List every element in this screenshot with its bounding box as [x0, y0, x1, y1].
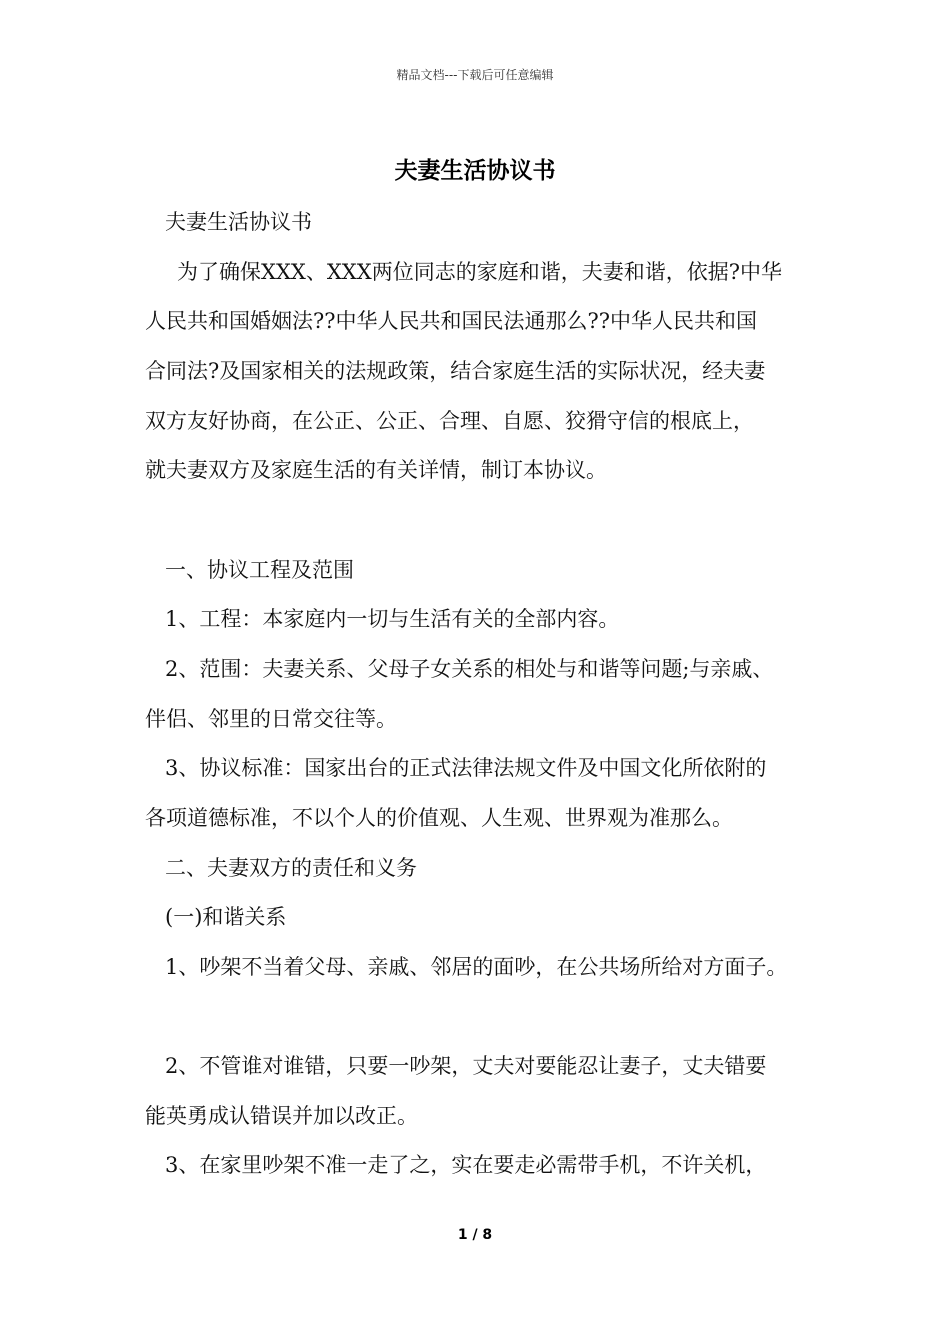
section-1-heading: 一、协议工程及范围	[165, 558, 354, 582]
section-1-item-1: 1、工程：本家庭内一切与生活有关的全部内容。	[165, 607, 620, 631]
header-note: 精品文档---下载后可任意编辑	[396, 68, 554, 82]
section-2-item-3-line-1: 3、在家里吵架不准一走了之，实在要走必需带手机，不许关机，	[165, 1153, 767, 1177]
section-1-item-3-line-1: 3、协议标准：国家出台的正式法律法规文件及中国文化所依附的	[165, 756, 767, 780]
document-title: 夫妻生活协议书	[394, 157, 556, 184]
intro-line-3: 合同法?及国家相关的法规政策，结合家庭生活的实际状况，经夫妻	[145, 359, 766, 383]
section-2-subheading: (一)和谐关系	[165, 905, 287, 929]
intro-line-5: 就夫妻双方及家庭生活的有关详情，制订本协议。	[145, 458, 607, 482]
intro-line-1: 为了确保XXX、XXX两位同志的家庭和谐，夫妻和谐，依据?中华	[177, 260, 782, 284]
section-1-item-2-line-1: 2、范围：夫妻关系、父母子女关系的相处与和谐等问题;与亲戚、	[165, 657, 774, 681]
section-1-item-2-line-2: 伴侣、邻里的日常交往等。	[145, 707, 397, 731]
section-2-item-1: 1、吵架不当着父母、亲戚、邻居的面吵，在公共场所给对方面子。	[165, 955, 788, 979]
section-1-item-3-line-2: 各项道德标准，不以个人的价值观、人生观、世界观为准那么。	[145, 806, 733, 830]
document-subtitle: 夫妻生活协议书	[165, 210, 312, 234]
intro-line-4: 双方友好协商，在公正、公正、合理、自愿、狡猾守信的根底上，	[145, 409, 754, 433]
section-2-item-2-line-2: 能英勇成认错误并加以改正。	[145, 1104, 418, 1128]
section-2-item-2-line-1: 2、不管谁对谁错，只要一吵架，丈夫对要能忍让妻子，丈夫错要	[165, 1054, 767, 1078]
section-2-heading: 二、夫妻双方的责任和义务	[165, 856, 417, 880]
intro-line-2: 人民共和国婚姻法??中华人民共和国民法通那么??中华人民共和国	[145, 309, 758, 333]
page-number: 1 / 8	[457, 1227, 493, 1243]
